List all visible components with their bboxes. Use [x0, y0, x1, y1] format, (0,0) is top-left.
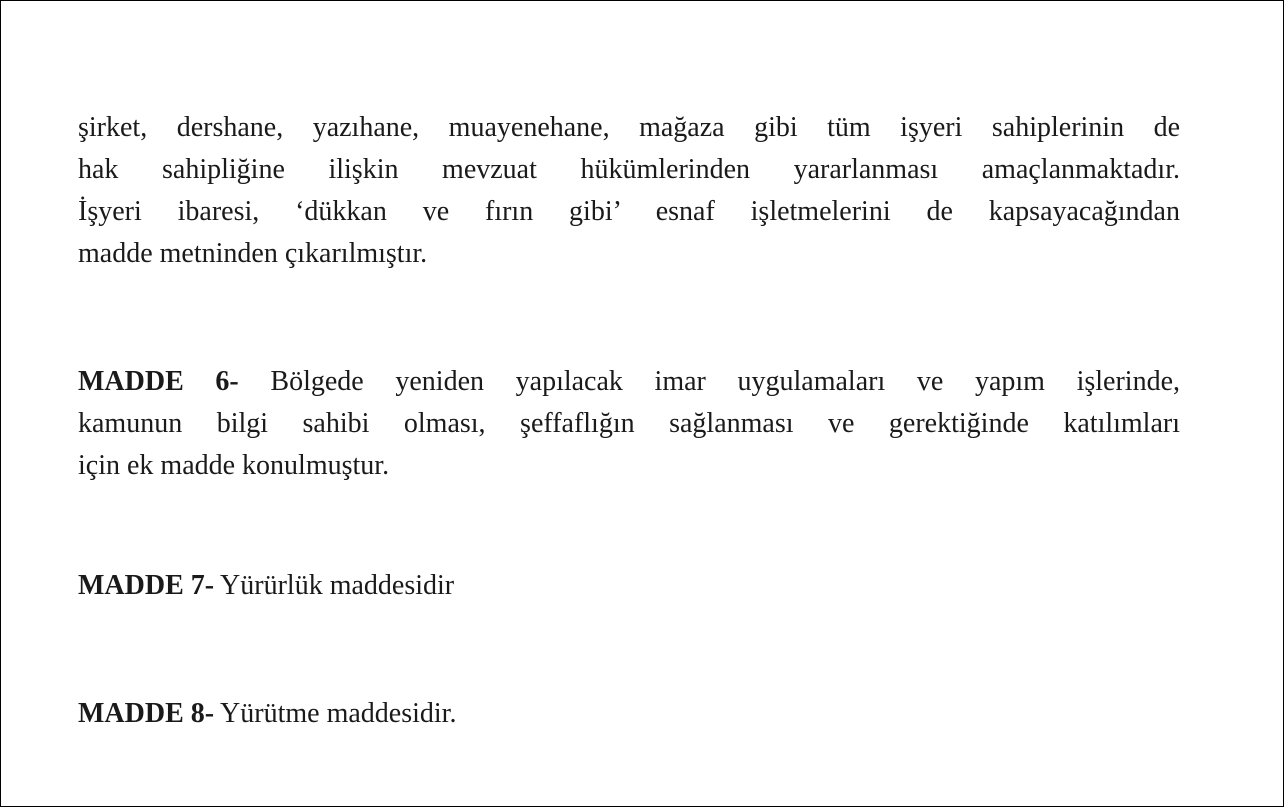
text-line: hak sahipliğine ilişkin mevzuat hükümlerinden yararlanması amaçlanmaktadır.	[78, 154, 1180, 185]
article-8-paragraph	[78, 693, 1180, 735]
article-7-paragraph	[78, 565, 1180, 607]
text-line: için ek madde konulmuştur.	[78, 450, 390, 481]
text-line: şirket, dershane, yazıhane, muayenehane, mağaza gibi tüm işyeri sahiplerinin de	[78, 112, 1180, 143]
article-6-paragraph	[78, 361, 1180, 487]
article-8-heading: MADDE 8-	[78, 698, 215, 729]
article-7-heading: MADDE 7-	[78, 570, 215, 601]
article-8-text: Yürütme maddesidir.	[214, 698, 457, 729]
text-line	[78, 361, 1180, 403]
text-line	[78, 693, 1180, 735]
paragraph-workplace-explanation	[78, 107, 1180, 275]
text-line: İşyeri ibaresi, ‘dükkan ve fırın gibi’ esnaf işletmelerini de kapsayacağından	[78, 196, 1180, 227]
article-6-heading: MADDE 6-	[78, 366, 239, 397]
text-line: madde metninden çıkarılmıştır.	[78, 238, 428, 269]
article-7-text: Yürürlük maddesidir	[214, 570, 455, 601]
text-line: kamunun bilgi sahibi olması, şeffaflığın sağlanması ve gerektiğinde katılımları	[78, 408, 1180, 439]
article-6-text: Bölgede yeniden yapılacak imar uygulamaları ve yapım işlerinde,	[238, 366, 1181, 397]
text-line	[78, 565, 1180, 607]
